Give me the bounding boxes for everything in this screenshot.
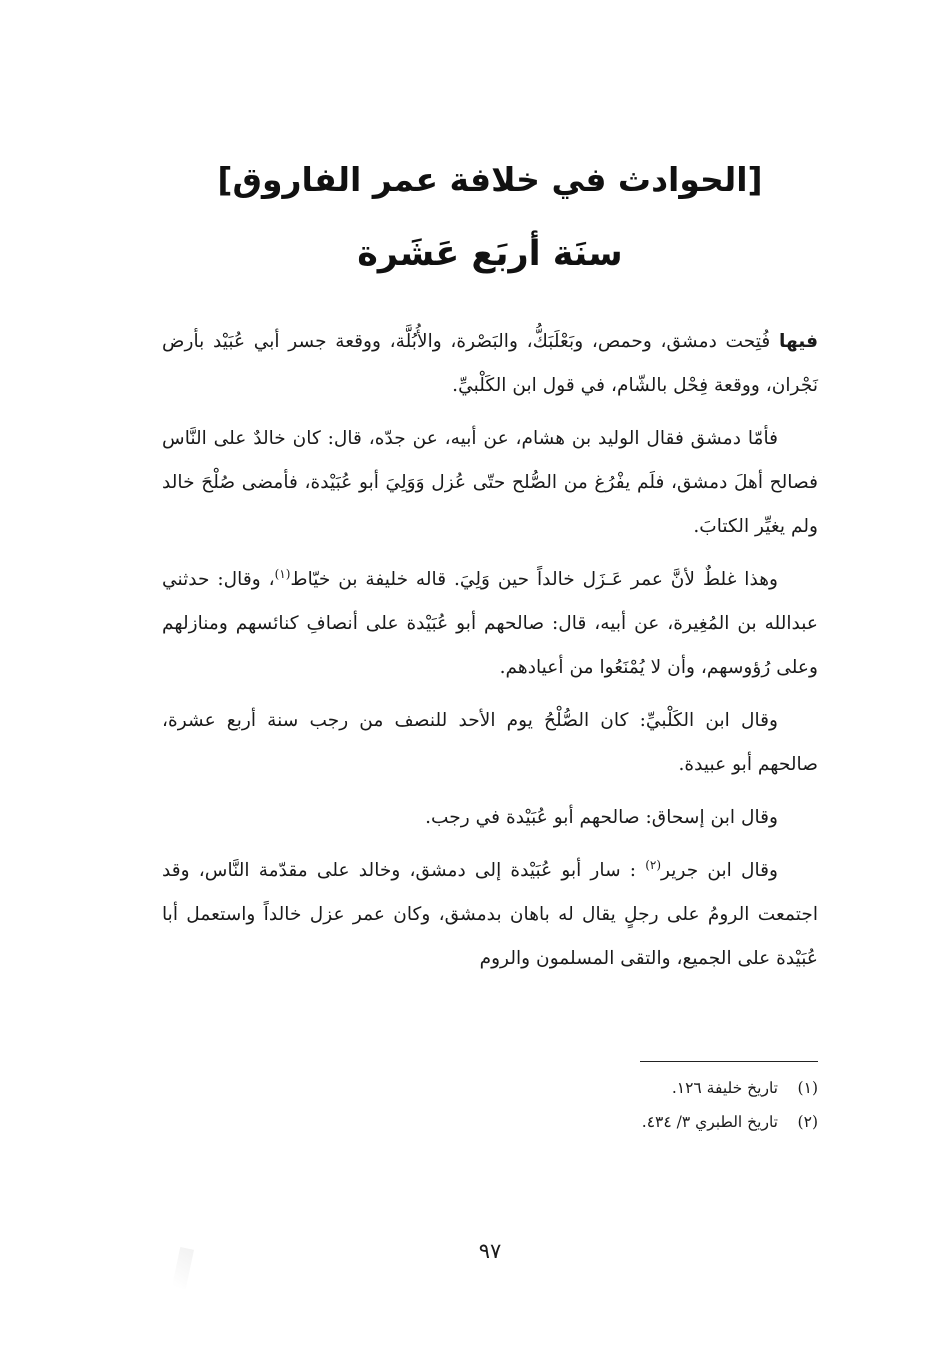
chapter-title: [الحوادث في خلافة عمر الفاروق] (217, 160, 763, 199)
footnote-marker-1[interactable]: (١) (274, 566, 291, 581)
paragraph-5: وقال ابن إسحاق: صالحهم أبو عُبَيْدة في رجب. (425, 807, 778, 828)
paragraph-text: : سار أبو عُبَيْدة إلى دمشق، وخالد على مقدّمة النَّاس، وقد اجتمعت الرومُ على رجلٍ يقال له باهان بدمشق، وكان عمر عزل خالداً واستعمل أبا عُبَيْدة على الجميع، والتقى المسلمون والروم (162, 860, 818, 969)
year-heading: سنَة أربَع عَشَرة (357, 234, 623, 274)
page-number: ٩٧ (478, 1239, 502, 1263)
footnotes (162, 1071, 818, 1139)
footnote-number: (٢) (797, 1113, 818, 1131)
footnote-text: تاريخ الطبري ٣/ ٤٣٤. (641, 1113, 778, 1131)
footnote-divider (640, 1061, 818, 1062)
scan-smudge (172, 1247, 194, 1289)
paragraph-text: وقال ابن جرير (661, 860, 779, 881)
paragraph-text: وهذا غلطٌ لأنَّ عمر عَـزَل خالداً حين وَلِيَ. قاله خليفة بن خيّاط (290, 569, 778, 590)
footnote-1 (162, 1071, 818, 1105)
footnote-marker-2[interactable]: (٢) (645, 857, 662, 872)
main-text (162, 320, 818, 990)
paragraph-6 (162, 849, 818, 981)
paragraph-text: ، وقال: حدثني عبدالله بن المُغِيرة، عن أبيه، قال: صالحهم أبو عُبَيْدة على أنصافِ كنائسهم ومنازلهم وعلى رُؤوسهم، وأن لا يُمْنَعُوا من أعيادهم. (162, 569, 818, 678)
footnote-number: (١) (797, 1079, 818, 1097)
paragraph-2: فأمّا دمشق فقال الوليد بن هشام، عن أبيه، عن جدّه، قال: كان خالدٌ على النَّاس فصالح أهلَ دمشق، فلَم يفْرُغ من الصُّلح حتّى عُزل وَوَلِيَ أبو عُبَيْدة، فأمضى صُلْحَ خالد ولم يغيِّر الكتابَ. (162, 428, 818, 537)
footnote-2 (162, 1105, 818, 1139)
footnote-text: تاريخ خليفة ١٢٦. (671, 1079, 778, 1097)
paragraph-text: فُتِحت دمشق، وحمص، وبَعْلَبَكُّ، والبَصْرة، والأُبُلَّة، ووقعة جسر أبي عُبَيْد بأرض نَجْران، ووقعة فِحْل بالشّام، في قول ابن الكَلْبيِّ. (162, 331, 818, 396)
paragraph-4: وقال ابن الكَلْبيِّ: كان الصُّلْحُ يوم الأحد للنصف من رجب سنة أربع عشرة، صالحهم أبو عبيدة. (162, 710, 818, 775)
paragraph-3 (162, 558, 818, 690)
paragraph-lead-word: فيها (778, 331, 818, 352)
paragraph-1 (162, 320, 818, 408)
